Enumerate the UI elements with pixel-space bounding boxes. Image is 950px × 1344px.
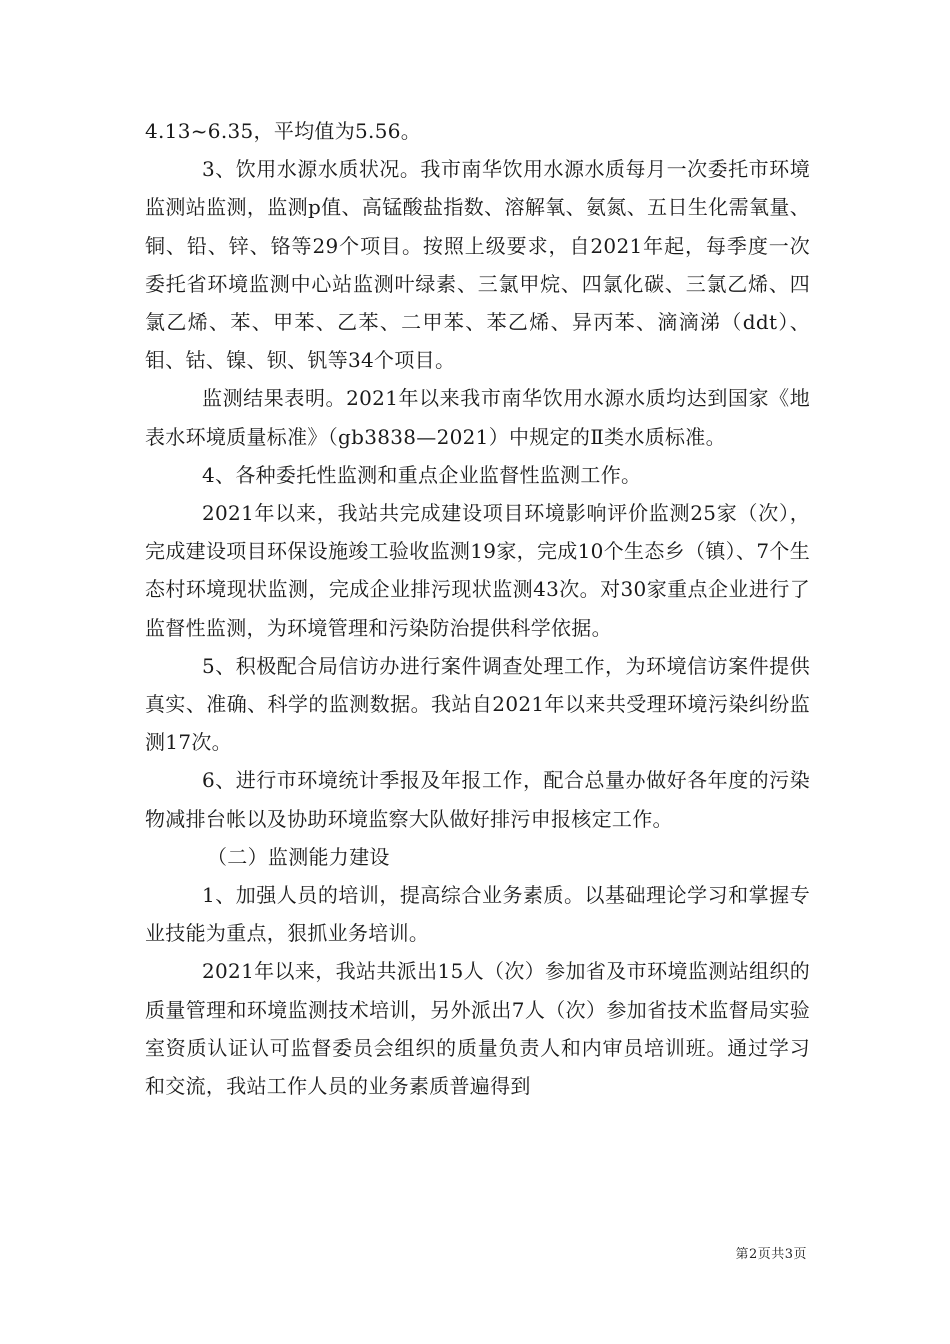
section-heading-capacity-building: （二）监测能力建设	[207, 844, 390, 869]
paragraph-statistics-reports: 6、进行市环境统计季报及年报工作，配合总量办做好各年度的污染物减排台帐以及协助环境监察大队做好排污申报核定工作。	[145, 768, 810, 831]
paragraph-entrusted-monitoring: 4、各种委托性监测和重点企业监督性监测工作。	[202, 462, 642, 487]
paragraph-monitoring-results: 监测结果表明。2021年以来我市南华饮用水源水质均达到国家《地表水环境质量标准》（gb3838—2021）中规定的Ⅱ类水质标准。	[145, 386, 810, 449]
paragraph-training-details: 2021年以来，我站共派出15人（次）参加省及市环境监测站组织的质量管理和环境监测技术培训，另外派出7人（次）参加省技术监督局实验室资质认证认可监督委员会组织的质量负责人和内审员培训班。通过学习和交流，我站工作人员的业务素质普遍得到	[145, 959, 810, 1099]
paragraph-staff-training: 1、加强人员的培训，提高综合业务素质。以基础理论学习和掌握专业技能为重点，狠抓业务培训。	[145, 883, 810, 946]
paragraph-drinking-water-quality: 3、饮用水源水质状况。我市南华饮用水源水质每月一次委托市环境监测站监测，监测p值、高锰酸盐指数、溶解氧、氨氮、五日生化需氧量、铜、铅、锌、铬等29个项目。按照上级要求，自2021年起，每季度一次委托省环境监测中心站监测叶绿素、三氯甲烷、四氯化碳、三氯乙烯、四氯乙烯、苯、甲苯、乙苯、二甲苯、苯乙烯、异丙苯、滴滴涕（ddt）、钼、钴、镍、钡、钒等34个项目。	[145, 157, 810, 373]
document-body	[145, 112, 810, 1105]
page-number-footer: 第2页共3页	[735, 1247, 807, 1262]
paragraph-ph-range: 4.13~6.35，平均值为5.56。	[145, 119, 422, 143]
paragraph-petition-cases: 5、积极配合局信访办进行案件调查处理工作，为环境信访案件提供真实、准确、科学的监测数据。我站自2021年以来共受理环境污染纠纷监测17次。	[145, 653, 810, 755]
paragraph-projects-completed: 2021年以来，我站共完成建设项目环境影响评价监测25家（次），完成建设项目环保设施竣工验收监测19家，完成10个生态乡（镇）、7个生态村环境现状监测，完成企业排污现状监测43次。对30家重点企业进行了监督性监测，为环境管理和污染防治提供科学依据。	[145, 501, 810, 640]
